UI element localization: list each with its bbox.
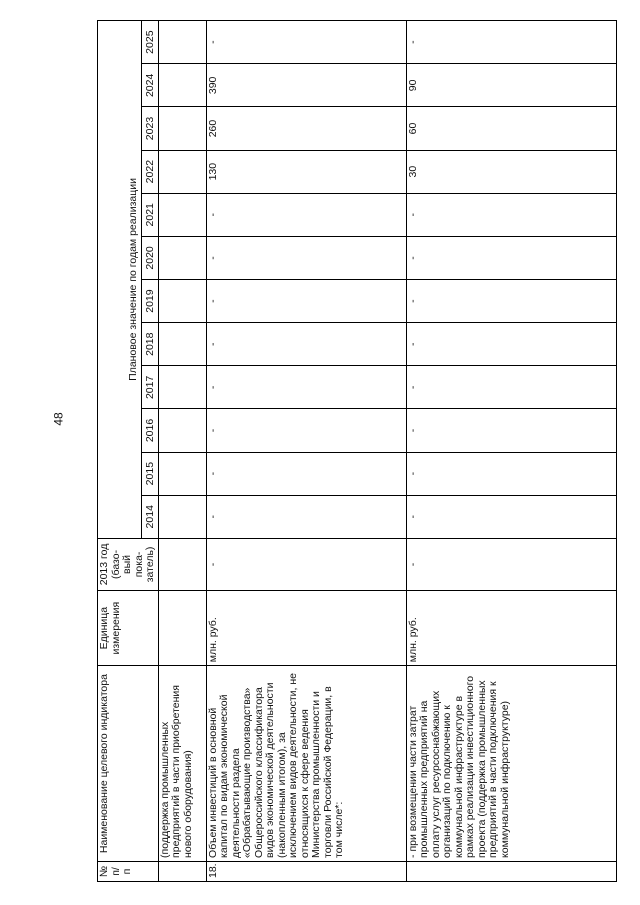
header-plan: Плановое значение по годам реализации: [98, 21, 142, 539]
header-year-2019: 2019: [141, 280, 158, 323]
row-value-2019: [158, 280, 206, 323]
row-unit: млн. руб.: [406, 591, 616, 666]
row-value-2021: -: [406, 193, 616, 236]
header-year-2024: 2024: [141, 64, 158, 107]
row-value-2016: -: [206, 409, 406, 452]
header-year-2020: 2020: [141, 236, 158, 279]
row-value-2017: -: [406, 366, 616, 409]
row-value-2019: -: [406, 280, 616, 323]
row-unit: млн. руб.: [206, 591, 406, 666]
table-row: [406, 21, 616, 882]
row-num: [158, 861, 206, 881]
row-value-2025: -: [206, 21, 406, 64]
row-value-2020: [158, 236, 206, 279]
row-value-2014: [158, 495, 206, 538]
row-value-2019: -: [206, 280, 406, 323]
row-value-2021: -: [206, 193, 406, 236]
row-value-2024: [158, 64, 206, 107]
row-value-2016: [158, 409, 206, 452]
row-value-2015: [158, 452, 206, 495]
row-unit: [158, 591, 206, 666]
row-num: 18.: [206, 861, 406, 881]
row-value-2025: [158, 21, 206, 64]
row-value-2017: [158, 366, 206, 409]
row-value-2014: -: [406, 495, 616, 538]
row-value-2014: -: [206, 495, 406, 538]
row-value-2022: 30: [406, 150, 616, 193]
page-number: 48: [51, 412, 66, 426]
row-value-2018: -: [206, 323, 406, 366]
row-name: (поддержка промышленных предприятий в части приобретения нового оборудования): [158, 666, 206, 862]
header-year-2016: 2016: [141, 409, 158, 452]
row-value-2023: 260: [206, 107, 406, 150]
header-year-2021: 2021: [141, 193, 158, 236]
header-year-2025: 2025: [141, 21, 158, 64]
row-value-2020: -: [406, 236, 616, 279]
row-value-2025: -: [406, 21, 616, 64]
row-value-2023: [158, 107, 206, 150]
header-row-1: [98, 21, 142, 882]
row-value-2018: -: [406, 323, 616, 366]
row-base: [158, 538, 206, 590]
row-value-2022: 130: [206, 150, 406, 193]
row-base: -: [406, 538, 616, 590]
row-num: [406, 861, 616, 881]
header-year-2018: 2018: [141, 323, 158, 366]
row-name: Объем инвестиций в основной капитал по видам экономической деятельности раздела «Обрабатывающие производства» Общероссийского классификатора видов экономической деятельности (накопленным итогом), за исключением видов деятельности, не относящихся к сфере ведения Министерства промышленности и торговли Российской Федерации, в том числе*:: [206, 666, 406, 862]
table-row: [206, 21, 406, 882]
row-value-2022: [158, 150, 206, 193]
table-body: [158, 21, 616, 882]
row-value-2021: [158, 193, 206, 236]
row-value-2020: -: [206, 236, 406, 279]
header-year-2015: 2015: [141, 452, 158, 495]
header-num: № п/п: [98, 861, 159, 881]
header-year-2017: 2017: [141, 366, 158, 409]
table-row: [158, 21, 206, 882]
header-name: Наименование целевого индикатора: [98, 666, 159, 862]
header-unit: Единица измерения: [98, 591, 159, 666]
header-year-2022: 2022: [141, 150, 158, 193]
rotated-page: [97, 20, 569, 882]
indicators-table: [97, 20, 617, 882]
header-year-2014: 2014: [141, 495, 158, 538]
row-value-2017: -: [206, 366, 406, 409]
row-name: - при возмещении части затрат промышленных предприятий на оплату услуг ресурсоснабжающих организаций по подключению к коммунальной инфраструктуре в рамках реализации инвестиционного проекта (поддержка промышленных предприятий в части подключения к коммунальной инфраструктуре): [406, 666, 616, 862]
header-base: 2013 год (базо-вый пока-затель): [98, 538, 159, 590]
row-base: -: [206, 538, 406, 590]
row-value-2015: -: [406, 452, 616, 495]
row-value-2024: 90: [406, 64, 616, 107]
row-value-2023: 60: [406, 107, 616, 150]
header-year-2023: 2023: [141, 107, 158, 150]
row-value-2018: [158, 323, 206, 366]
row-value-2016: -: [406, 409, 616, 452]
row-value-2015: -: [206, 452, 406, 495]
row-value-2024: 390: [206, 64, 406, 107]
